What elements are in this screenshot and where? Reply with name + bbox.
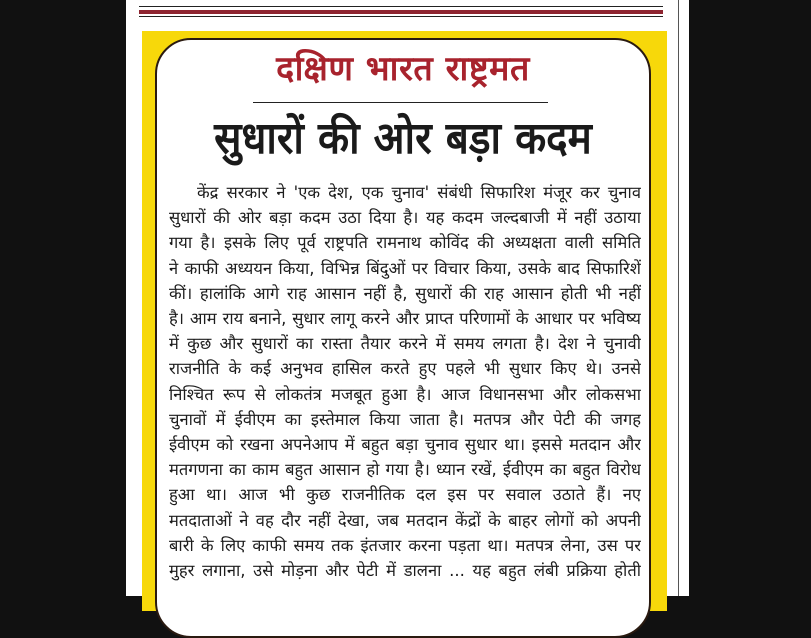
top-rule-thin xyxy=(139,16,663,17)
article-line: ने काफी अध्ययन किया, विभिन्न बिंदुओं पर विचार किया, उसके बाद सिफारिशें xyxy=(169,258,641,278)
article-line: कीं। हालांकि आगे राह आसान नहीं है, सुधारों की राह आसान होती भी नहीं xyxy=(169,283,641,303)
article-line: केंद्र सरकार ने 'एक देश, एक चुनाव' संबंधी सिफारिश मंजूर कर चुनाव xyxy=(197,183,641,202)
article-line: राजनीति के कई अनुभव हासिल करते हुए पहले भी सुधार किए थे। उनसे xyxy=(169,359,641,379)
top-rule-thin xyxy=(139,6,663,7)
article-line: बारी के लिए काफी समय तक इंतजार करना पड़ता था। मतपत्र लेना, उस पर xyxy=(169,535,641,555)
masthead-title: दक्षिण भारत राष्ट्रमत xyxy=(276,49,530,89)
editorial-panel xyxy=(155,38,651,638)
masthead-divider xyxy=(253,102,548,103)
top-rule-maroon xyxy=(139,10,663,14)
article-body xyxy=(169,180,641,583)
article-line: चुनावों में ईवीएम का इस्तेमाल किया जाता है। मतपत्र और पेटी की जगह xyxy=(169,409,641,429)
article-line: मतदाताओं ने वह दौर नहीं देखा, जब मतदान केंद्रों के बाहर लोगों को अपनी xyxy=(169,510,641,530)
article-line: में कुछ और सुधारों का रास्ता तैयार करने में समय लगता है। देश ने चुनावी xyxy=(169,334,641,354)
article-line: है। आम राय बनाने, सुधार लागू करने और प्राप्त परिणामों के आधार पर भविष्य xyxy=(169,309,641,329)
article-line: हुआ था। आज भी कुछ राजनीतिक दल इस पर सवाल उठाते हैं। नए xyxy=(169,485,641,505)
article-line: गया है। इसके लिए पूर्व राष्ट्रपति रामनाथ कोविंद की अध्यक्षता वाली समिति xyxy=(169,233,641,253)
article-headline: सुधारों की ओर बड़ा कदम xyxy=(214,113,592,164)
article-line: सुधारों की ओर बड़ा कदम उठा दिया है। यह कदम जल्दबाजी में नहीं उठाया xyxy=(169,208,641,228)
article-line: मतगणना का काम बहुत आसान हो गया है। ध्यान रखें, ईवीएम का बहुत विरोध xyxy=(169,460,641,480)
article-line: ईवीएम को रखना अपनेआप में बहुत बड़ा चुनाव सुधार था। इससे मतदान और xyxy=(169,435,641,455)
article-line: मुहर लगाना, उसे मोड़ना और पेटी में डालना ... यह बहुत लंबी प्रक्रिया होती xyxy=(169,561,641,581)
article-line: निश्चित रूप से लोकतंत्र मजबूत हुआ है। आज विधानसभा और लोकसभा xyxy=(169,384,641,404)
page-column-rule xyxy=(678,0,679,596)
